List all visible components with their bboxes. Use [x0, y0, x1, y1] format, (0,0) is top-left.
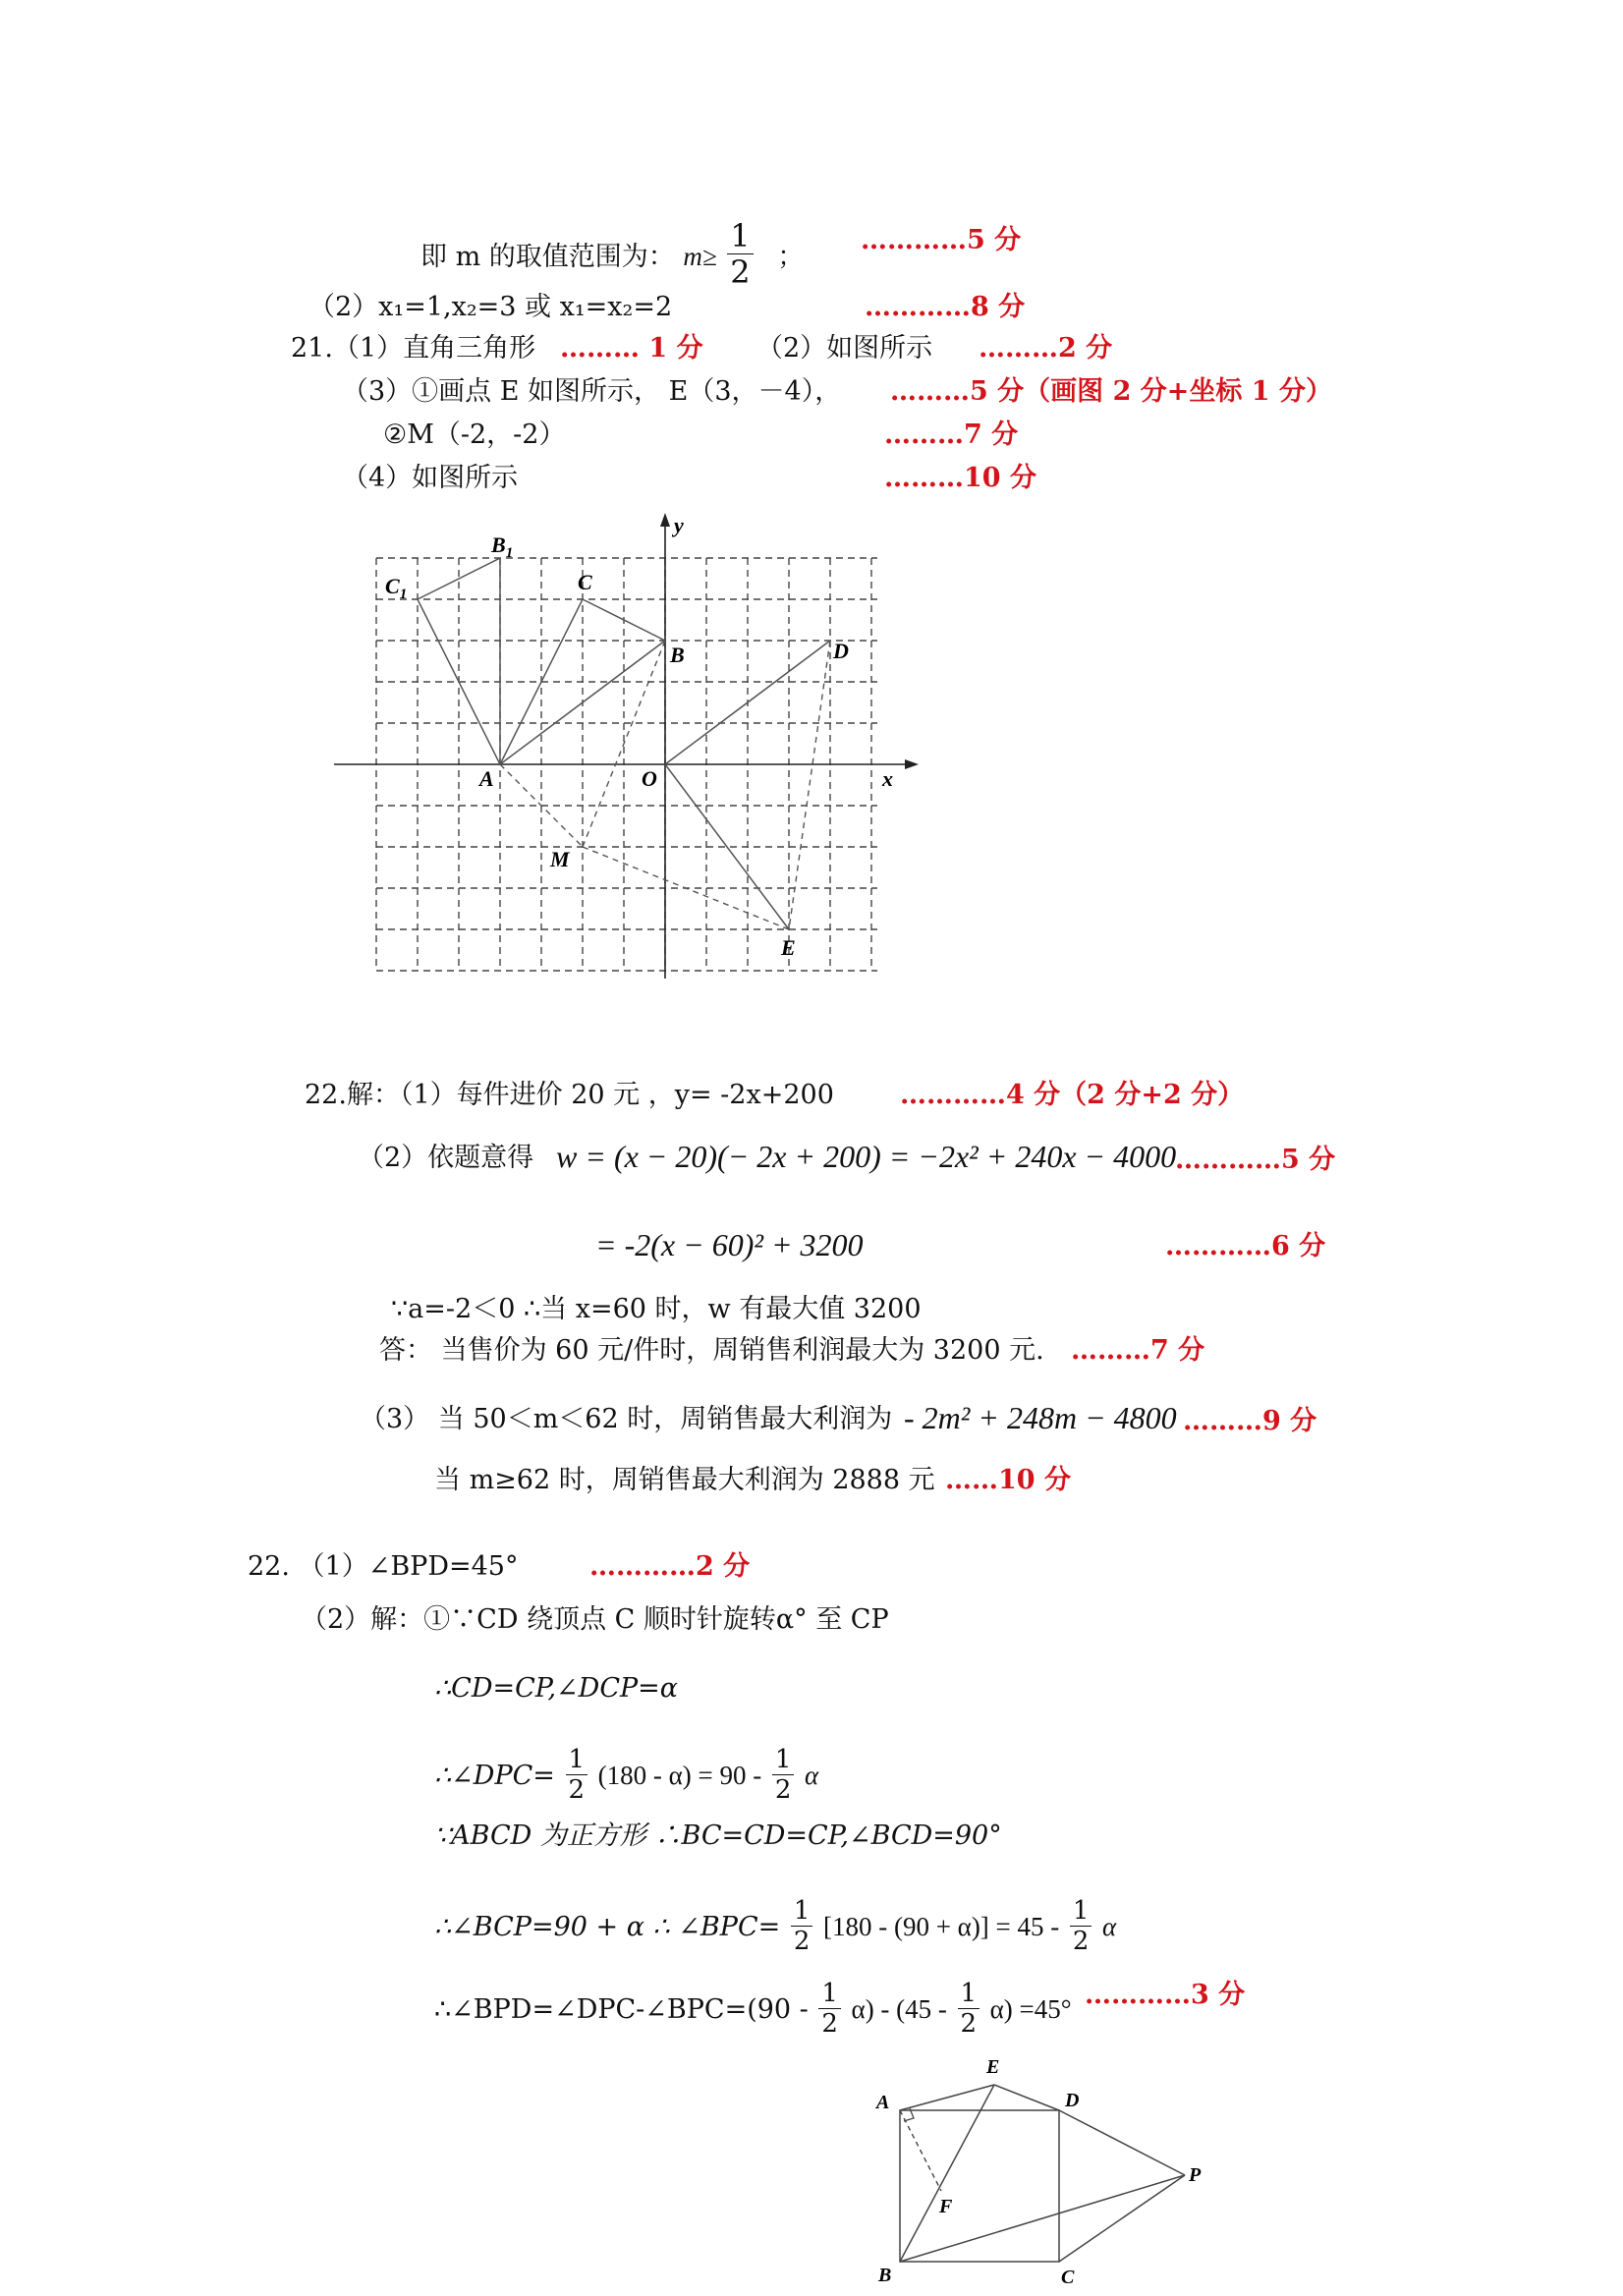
label-C: C: [578, 570, 592, 594]
label-E: E: [986, 2056, 1000, 2078]
q22-2-answer: 答： 当售价为 60 元/件时，周销售利润最大为 3200 元.: [379, 1335, 1044, 1366]
x-axis-label: x: [882, 766, 893, 791]
line-range-m: [420, 217, 805, 291]
y-axis-arrow: [660, 513, 670, 527]
frac-num: 1: [818, 1981, 841, 2009]
square-solid-lines: [900, 2085, 1185, 2262]
geo-7-half2: [958, 1981, 980, 2037]
label-C: C: [1061, 2267, 1075, 2288]
score-4: …………4 分（2 分+2 分）: [900, 1080, 1245, 1110]
frac-den: 2: [1072, 1927, 1090, 1956]
fraction-half: [727, 217, 753, 291]
label-F: F: [939, 2196, 953, 2217]
q22-2-eq: w = (x − 20)(− 2x + 200) = −2x² + 240x − 4000: [556, 1139, 1177, 1174]
label-P: P: [1189, 2164, 1202, 2186]
geo-6-half2: [1070, 1898, 1092, 1954]
label-O: O: [642, 766, 657, 791]
geo-4-post: α: [804, 1761, 819, 1790]
score-5c: …………5 分: [1175, 1145, 1336, 1175]
score-9: ………9 分: [1183, 1406, 1317, 1436]
frac-num: 1: [727, 220, 753, 254]
frac-num: 1: [772, 1747, 795, 1775]
q21-3b: ②M（-2，-2）: [383, 420, 566, 450]
frac-den: 2: [774, 1775, 792, 1805]
geo-4-half2: [772, 1747, 795, 1803]
q21-2: （2）如图所示: [756, 333, 933, 364]
label-A: A: [479, 766, 494, 791]
frac-den: 2: [730, 253, 751, 291]
dashed-AF: [900, 2110, 941, 2191]
geo-7-mid1: α) - (45 -: [851, 1994, 947, 2024]
score-10: ………10 分: [884, 463, 1036, 493]
range-text: 即 m 的取值范围为：: [420, 242, 675, 272]
q21-1: 21.（1）直角三角形: [291, 333, 536, 364]
geo-4-half: [566, 1747, 588, 1803]
label-B: B: [878, 2265, 892, 2286]
geo-4-pre: ∴∠DPC=: [434, 1761, 555, 1791]
geo-5: ∵ABCD 为正方形 ∴BC=CD=CP,∠BCD=90°: [434, 1820, 1002, 1851]
frac-num: 1: [791, 1898, 813, 1927]
frac-num: 1: [1070, 1898, 1092, 1927]
label-B: B: [670, 643, 685, 667]
q22-3a-eq: - 2m² + 248m − 4800: [904, 1400, 1177, 1435]
label-M: M: [550, 847, 570, 871]
frac-den: 2: [960, 2009, 978, 2039]
frac-den: 2: [793, 1927, 811, 1956]
square-figure: [865, 2044, 1218, 2289]
geo-4: [434, 1747, 818, 1803]
coordinate-grid-figure: [324, 509, 933, 980]
label-D: D: [833, 639, 849, 663]
geo-4-mid: (180 - α) = 90 -: [597, 1761, 762, 1790]
frac-den: 2: [821, 2009, 838, 2039]
score-5: …………5 分: [861, 225, 1022, 255]
geo-6-pre: ∴∠BCP=90 + α ∴ ∠BPC=: [434, 1912, 781, 1942]
score-5b: ………5 分（画图 2 分+坐标 1 分）: [890, 376, 1332, 407]
x-axis-arrow: [905, 759, 919, 769]
q21-3: （3）①画点 E 如图所示， E（3，－4），: [342, 376, 842, 407]
geo-3: ∴CD=CP,∠DCP=α: [434, 1673, 678, 1704]
q21-4: （4）如图所示: [342, 463, 519, 493]
score-7b: ………7 分: [1071, 1335, 1205, 1366]
score-7: ………7 分: [884, 420, 1019, 450]
label-D: D: [1065, 2090, 1080, 2111]
semicolon: ；: [777, 242, 805, 272]
geo-6: [434, 1898, 1116, 1954]
label-B1: $B_1$: [491, 532, 514, 561]
score-1: ……… 1 分: [560, 333, 703, 364]
frac-den: 2: [568, 1775, 586, 1805]
geo-7-half: [818, 1981, 841, 2037]
q22-2-pre: （2）依题意得: [358, 1143, 534, 1173]
score-10b: ……10 分: [945, 1465, 1071, 1495]
geo-2: （2）解：①∵CD 绕顶点 C 顺时针旋转α° 至 CP: [301, 1604, 889, 1635]
range-m: m≥: [683, 242, 717, 271]
score-3: …………3 分: [1085, 1980, 1246, 2010]
y-axis-label: y: [674, 513, 684, 537]
label-E: E: [781, 935, 796, 960]
score-2: ………2 分: [979, 333, 1113, 364]
geo-6-half: [791, 1898, 813, 1954]
q22-2-eq2: = -2(x − 60)² + 3200: [595, 1227, 864, 1262]
geo-7: [434, 1981, 1072, 2037]
score-6: …………6 分: [1165, 1231, 1326, 1261]
geo-7-pre: ∴∠BPD=∠DPC-∠BPC=(90 -: [434, 1994, 809, 2025]
geo-1: 22. （1）∠BPD=45°: [248, 1551, 519, 1582]
q22-3a: （3） 当 50＜m＜62 时，周销售最大利润为: [360, 1404, 893, 1434]
label-A: A: [876, 2092, 890, 2113]
frac-num: 1: [958, 1981, 980, 2009]
frac-num: 1: [566, 1747, 588, 1775]
line-roots: （2）x₁=1,x₂=3 或 x₁=x₂=2: [308, 292, 673, 322]
score-2b: …………2 分: [589, 1551, 751, 1582]
geo-6-mid: [180 - (90 + α)] = 45 -: [822, 1912, 1060, 1941]
q22-3b: 当 m≥62 时，周销售最大利润为 2888 元: [434, 1465, 935, 1495]
q22-1: 22.解：（1）每件进价 20 元 ，y= -2x+200: [305, 1080, 834, 1110]
score-8: …………8 分: [865, 292, 1026, 322]
geo-7-mid2: α) =45°: [989, 1994, 1072, 2024]
geo-6-post: α: [1102, 1912, 1117, 1941]
q22-2-reason: ∵a=-2＜0 ∴当 x=60 时，w 有最大值 3200: [391, 1294, 922, 1324]
label-C1: $C_1$: [385, 574, 408, 602]
